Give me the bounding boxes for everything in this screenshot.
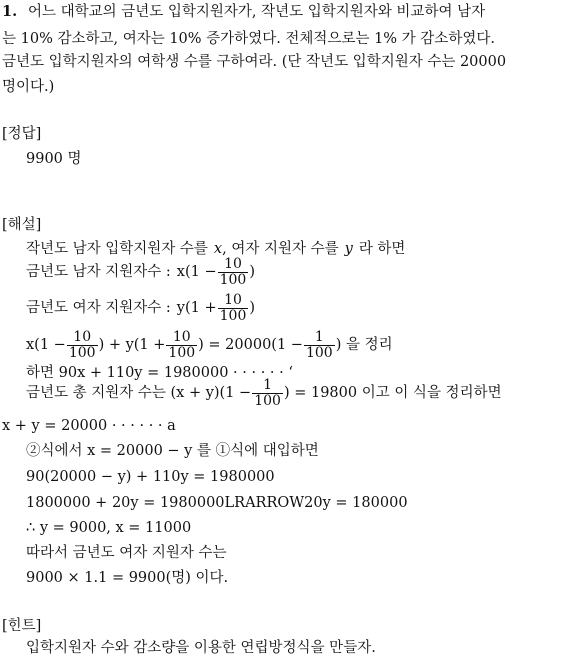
fraction: $\frac{10}{100}$ [168, 329, 196, 361]
solution-step-3: 금년도 여자 지원자수 : y(1 + $\frac{10}{100}$ ) [26, 292, 256, 324]
solution-step-12: 따라서 금년도 여자 지원자 수는 [26, 545, 227, 561]
solution-step-13: 9000 × 1.1 = 9900(명) 이다. [26, 570, 229, 586]
solution-step-6: 금년도 총 지원자 수는 (x + y)(1 − $\frac{1}{100}$ ) = 19800 이고 이 식을 정리하면 [26, 377, 502, 409]
solution-step-10: 1800000 + 20y = 1980000LRARROW20y = 180000 [26, 495, 408, 511]
problem-line-4: 명이다.) [2, 79, 55, 95]
problem-number: 1. [2, 3, 18, 20]
fraction: $\frac{10}{100}$ [219, 256, 247, 288]
solution-label: [해설] [2, 217, 42, 233]
problem-line-1: 어느 대학교의 금년도 입학지원자가, 작년도 입학지원자와 비교하여 남자 [28, 4, 486, 20]
fraction: $\frac{1}{100}$ [254, 377, 281, 409]
answer-label: [정답] [2, 126, 42, 142]
problem-line-3: 금년도 입학지원자의 여학생 수를 구하여라. (단 작년도 입학지원자 수는 20000 [2, 54, 507, 70]
solution-step-4: x(1 − $\frac{10}{100}$ ) + y(1 + $\frac{10}{100}$ ) = 20000(1 − $\frac{1}{100}$ ) 을 정리 [26, 329, 393, 361]
solution-step-7: x + y = 20000 · · · · · · a [2, 418, 176, 434]
solution-step-5: 하면 90x + 110y = 1980000 · · · · · · ‘ [26, 365, 293, 381]
solution-step-8: ②식에서 x = 20000 − y 를 ①식에 대입하면 [26, 443, 319, 459]
hint-text: 입학지원자 수와 감소량을 이용한 연립방정식을 만들자. [26, 640, 376, 656]
fraction: $\frac{10}{100}$ [68, 329, 96, 361]
solution-step-9: 90(20000 − y) + 110y = 1980000 [26, 469, 275, 485]
solution-step-2: 금년도 남자 지원자수 : x(1 − $\frac{10}{100}$ ) [26, 256, 256, 288]
answer-value: 9900 명 [26, 151, 82, 167]
solution-step-1: 작년도 남자 입학지원자 수를 x, 여자 지원자 수를 y 라 하면 [26, 241, 406, 257]
problem-line-2: 는 10% 감소하고, 여자는 10% 증가하였다. 전체적으로는 1% 가 감소하였다. [2, 31, 495, 47]
hint-label: [힌트] [2, 618, 42, 634]
fraction: $\frac{10}{100}$ [219, 292, 247, 324]
fraction: $\frac{1}{100}$ [305, 329, 333, 361]
solution-step-11: ∴ y = 9000, x = 11000 [26, 520, 192, 536]
